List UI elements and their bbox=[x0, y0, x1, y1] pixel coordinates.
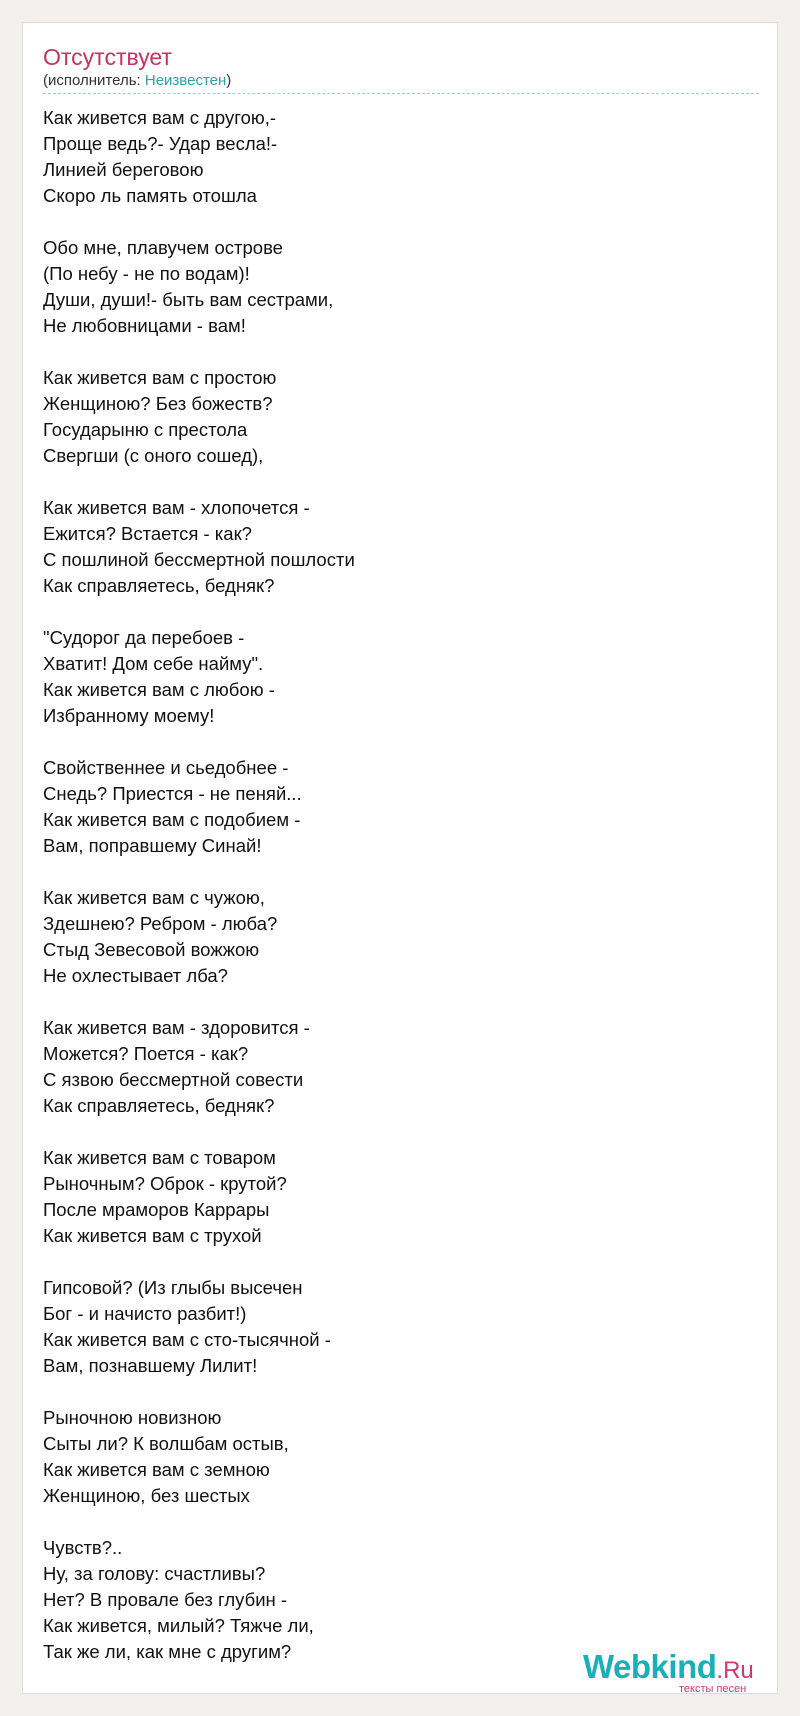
lyrics-line: Гипсовой? (Из глыбы высечен bbox=[43, 1277, 303, 1298]
lyrics-stanza bbox=[43, 105, 759, 209]
lyrics-stanza bbox=[43, 495, 759, 599]
title-divider bbox=[43, 93, 759, 94]
lyrics-line: Свойственнее и сьедобнее - bbox=[43, 757, 289, 778]
lyrics-line: Здешнею? Ребром - люба? bbox=[43, 913, 278, 934]
lyrics-line: Сыты ли? К волшбам остыв, bbox=[43, 1433, 289, 1454]
lyrics-line: Не охлестывает лба? bbox=[43, 965, 228, 986]
lyrics-line: Как живется вам - хлопочется - bbox=[43, 497, 310, 518]
webkind-logo[interactable] bbox=[583, 1648, 783, 1702]
artist-link[interactable]: Неизвестен bbox=[144, 72, 227, 89]
lyrics-stanza bbox=[43, 235, 759, 339]
lyrics-line: Линией береговою bbox=[43, 159, 204, 180]
lyrics-line: Снедь? Приестся - не пеняй... bbox=[43, 783, 302, 804]
lyrics-line: Как живется вам с чужою, bbox=[43, 887, 265, 908]
lyrics-line: Скоро ль память отошла bbox=[43, 185, 257, 206]
lyrics-stanza bbox=[43, 1015, 759, 1119]
lyrics-stanza bbox=[43, 755, 759, 859]
lyrics-line: Как живется вам с другою,- bbox=[43, 107, 277, 128]
artist-line bbox=[43, 72, 231, 90]
lyrics-line: Как справляетесь, бедняк? bbox=[43, 1095, 275, 1116]
lyrics-line: Рыночною новизною bbox=[43, 1407, 222, 1428]
lyrics-line: "Судорог да перебоев - bbox=[43, 627, 245, 648]
lyrics-line: После мраморов Каррары bbox=[43, 1199, 270, 1220]
lyrics-line: Как справляетесь, бедняк? bbox=[43, 575, 275, 596]
lyrics-line: Вам, поправшему Синай! bbox=[43, 835, 262, 856]
lyrics-line: Обо мне, плавучем острове bbox=[43, 237, 283, 258]
lyrics-line: Нет? В провале без глубин - bbox=[43, 1589, 288, 1610]
lyrics-line: Женщиною? Без божеств? bbox=[43, 393, 273, 414]
lyrics-stanza bbox=[43, 1145, 759, 1249]
lyrics-line: Женщиною, без шестых bbox=[43, 1485, 250, 1506]
lyrics-line: С язвою бессмертной совести bbox=[43, 1069, 304, 1090]
lyrics-line: Как живется вам с любою - bbox=[43, 679, 275, 700]
logo-wordmark: Webkind bbox=[583, 1648, 717, 1685]
lyrics-line: С пошлиной бессмертной пошлости bbox=[43, 549, 355, 570]
lyrics-stanza bbox=[43, 1535, 759, 1665]
lyrics-line: Как живется вам с простою bbox=[43, 367, 277, 388]
lyrics-line: Души, души!- быть вам сестрами, bbox=[43, 289, 334, 310]
lyrics-line: Вам, познавшему Лилит! bbox=[43, 1355, 258, 1376]
lyrics-line: Как живется вам с земною bbox=[43, 1459, 270, 1480]
song-title: Отсутствует bbox=[43, 44, 172, 70]
lyrics-stanza bbox=[43, 1405, 759, 1509]
lyrics-line: Чувств?.. bbox=[43, 1537, 123, 1558]
artist-suffix: ) bbox=[226, 72, 232, 89]
artist-prefix: (исполнитель: bbox=[43, 72, 145, 89]
lyrics-line: Как живется вам с трухой bbox=[43, 1225, 262, 1246]
lyrics-line: Как живется вам с товаром bbox=[43, 1147, 276, 1168]
lyrics-card bbox=[22, 22, 778, 1694]
lyrics-line: Хватит! Дом себе найму". bbox=[43, 653, 264, 674]
lyrics-line: Как живется вам с подобием - bbox=[43, 809, 301, 830]
logo-domain-suffix: .Ru bbox=[716, 1657, 754, 1684]
lyrics-stanza bbox=[43, 365, 759, 469]
lyrics-line: Ну, за голову: счастливы? bbox=[43, 1563, 266, 1584]
lyrics-body bbox=[43, 105, 759, 1691]
lyrics-line: Можется? Поется - как? bbox=[43, 1043, 249, 1064]
lyrics-line: Проще ведь?- Удар весла!- bbox=[43, 133, 278, 154]
lyrics-stanza bbox=[43, 625, 759, 729]
lyrics-line: Ежится? Встается - как? bbox=[43, 523, 252, 544]
lyrics-line: Государыню с престола bbox=[43, 419, 248, 440]
lyrics-line: Как живется вам - здоровится - bbox=[43, 1017, 310, 1038]
lyrics-line: Так же ли, как мне с другим? bbox=[43, 1641, 292, 1662]
lyrics-line: (По небу - не по водам)! bbox=[43, 263, 250, 284]
lyrics-stanza bbox=[43, 1275, 759, 1379]
lyrics-stanza bbox=[43, 885, 759, 989]
lyrics-line: Бог - и начисто разбит!) bbox=[43, 1303, 247, 1324]
lyrics-line: Как живется, милый? Тяжче ли, bbox=[43, 1615, 314, 1636]
lyrics-line: Свергши (с оного сошед), bbox=[43, 445, 264, 466]
lyrics-line: Рыночным? Оброк - крутой? bbox=[43, 1173, 287, 1194]
logo-tagline: тексты песен bbox=[679, 1683, 747, 1695]
lyrics-line: Не любовницами - вам! bbox=[43, 315, 246, 336]
lyrics-line: Как живется вам с сто-тысячной - bbox=[43, 1329, 331, 1350]
lyrics-line: Стыд Зевесовой вожжою bbox=[43, 939, 260, 960]
lyrics-line: Избранному моему! bbox=[43, 705, 215, 726]
